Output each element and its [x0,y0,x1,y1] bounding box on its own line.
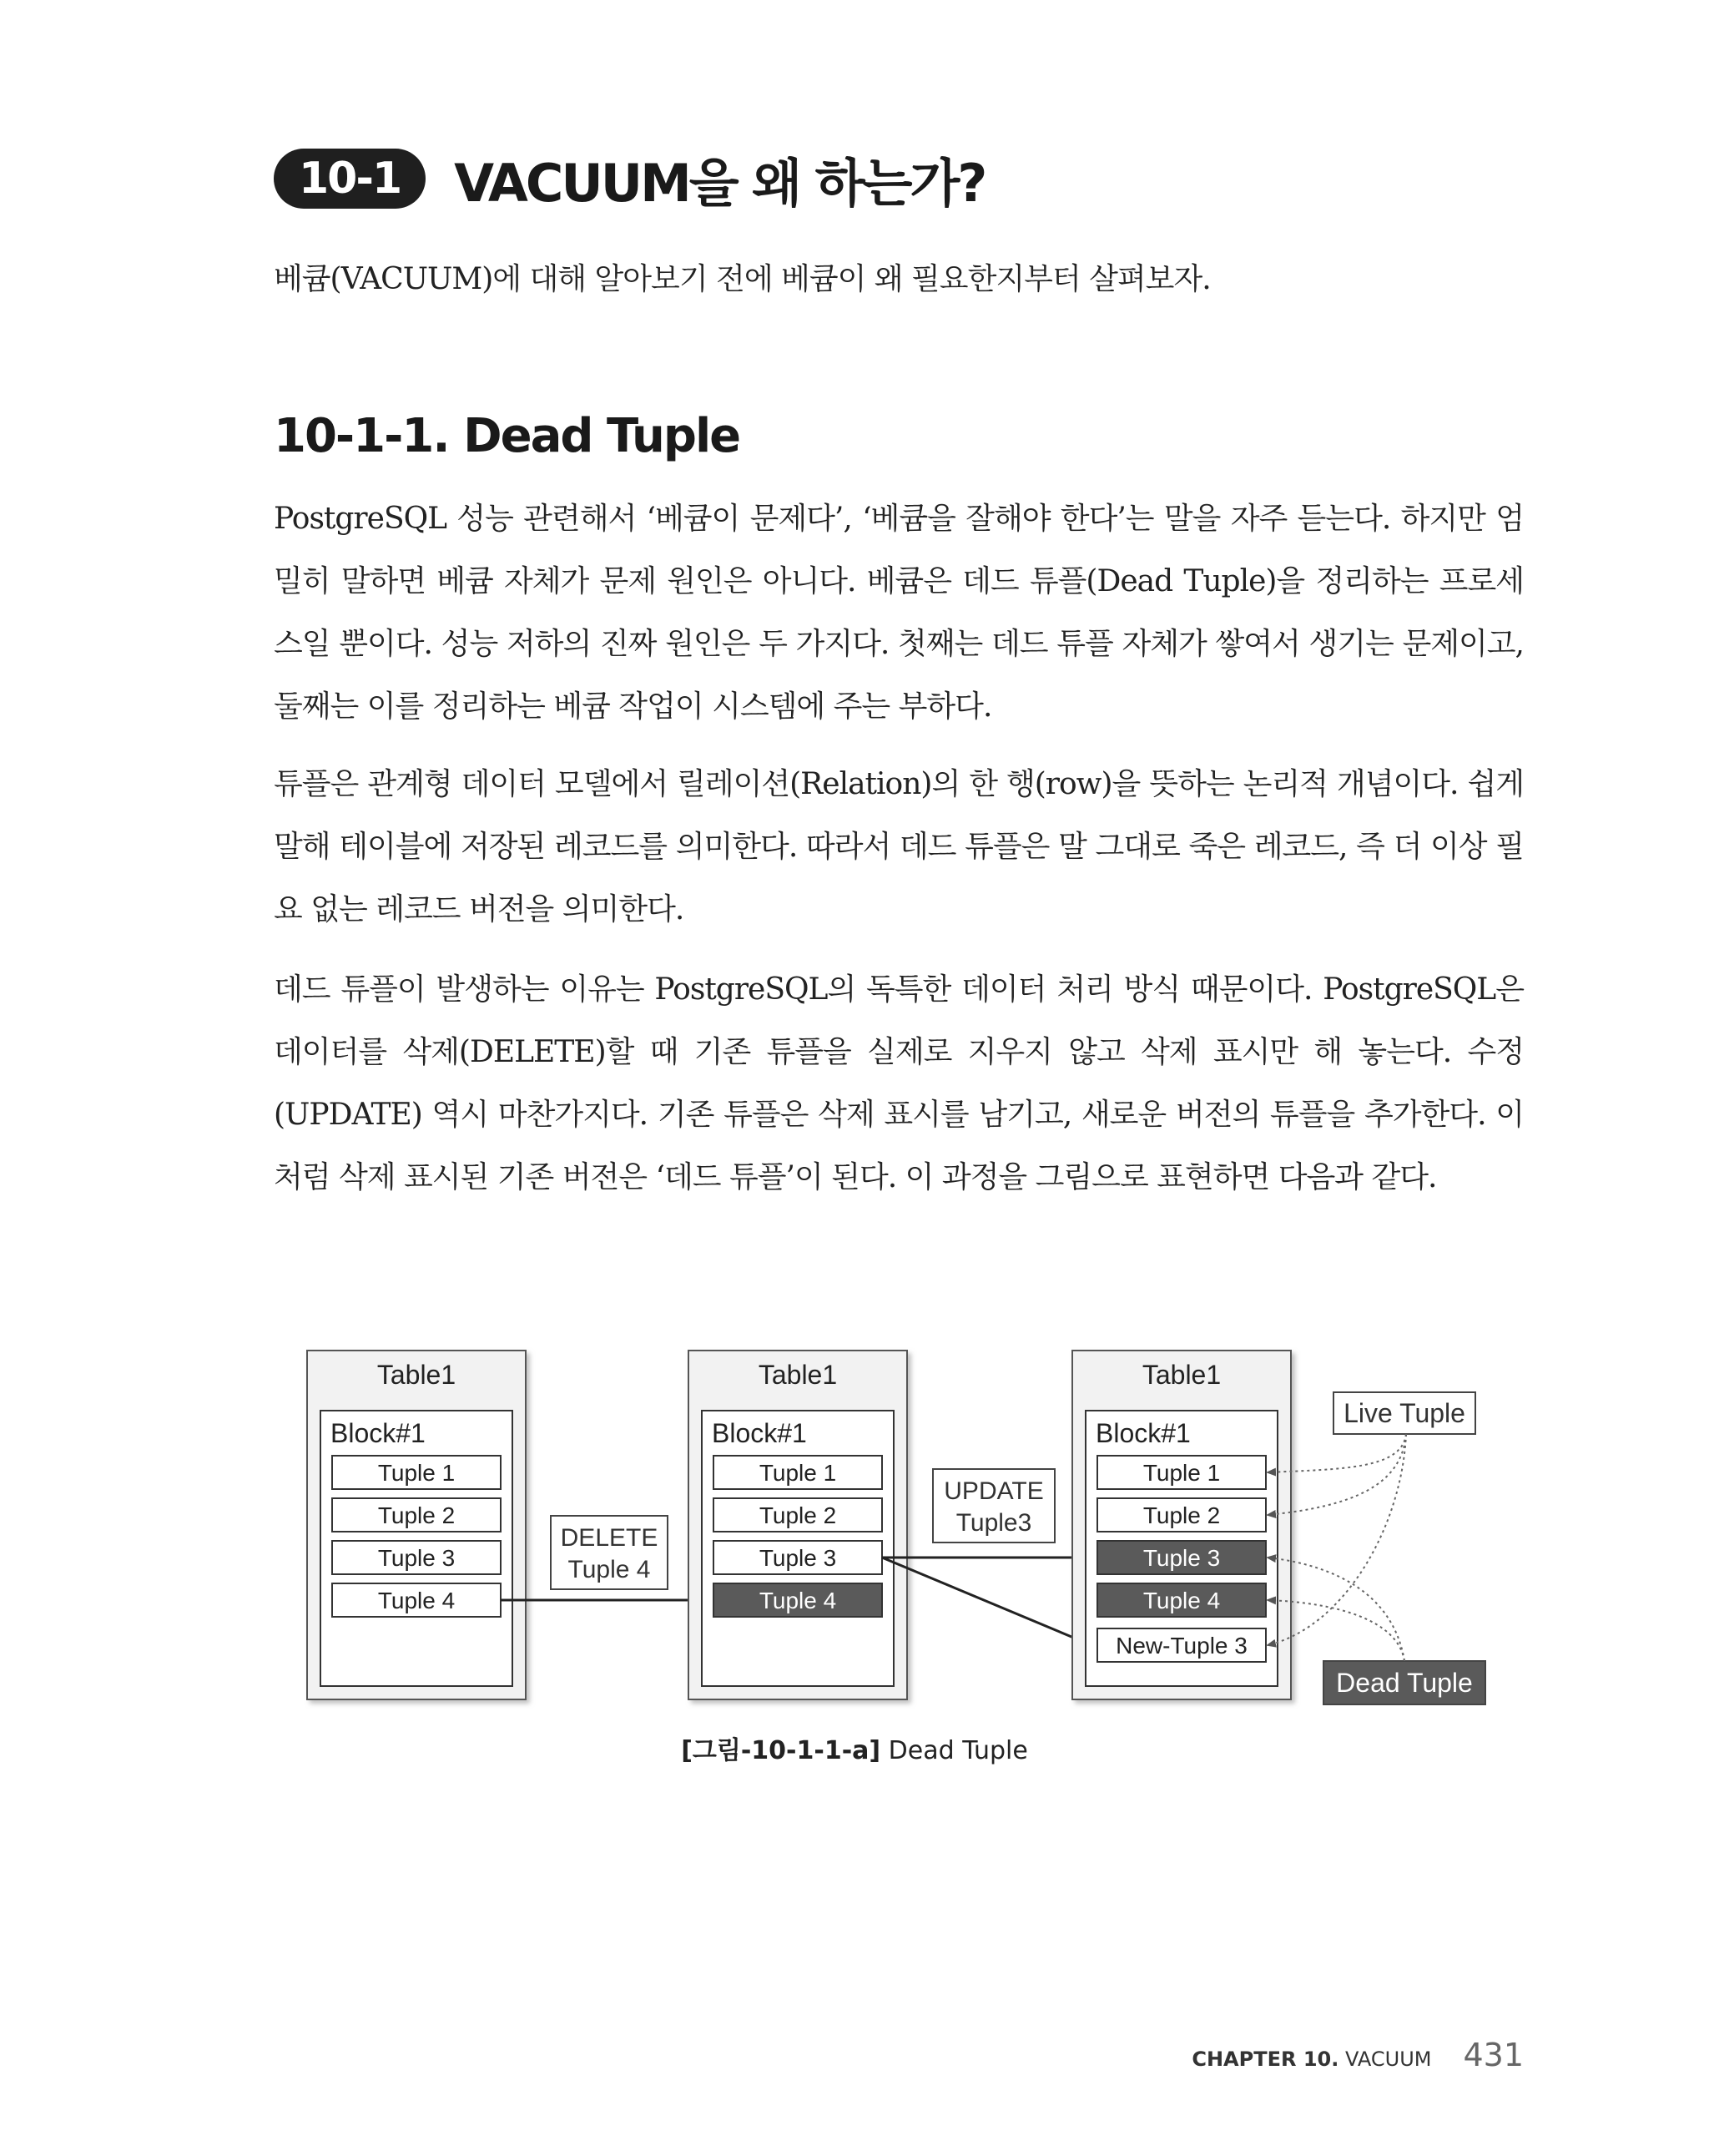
block-label: Block#1 [330,1418,426,1448]
page-number: 431 [1463,2037,1524,2073]
figure-caption-text: Dead Tuple [888,1736,1028,1765]
section-number-badge: 10-1 [274,149,426,209]
tuple-2: Tuple 2 [759,1502,837,1528]
chapter-name: VACUUM [1344,2047,1432,2071]
subsection-title: 10-1-1. Dead Tuple [274,409,740,463]
chapter-number: CHAPTER 10. [1192,2047,1339,2071]
block-label: Block#1 [712,1418,807,1448]
table-panel-after-update [1072,1351,1291,1699]
tuple-4: Tuple 4 [377,1588,456,1613]
delete-op-line1: DELETE [560,1524,658,1552]
update-op-line2: Tuple3 [955,1509,1032,1537]
body-paragraph: PostgreSQL 성능 관련해서 ‘베큠이 문제다’, ‘베큠을 잘해야 한다’는 말을 자주 듣는다. 하지만 엄밀히 말하면 베큠 자체가 문제 원인은 아니다. 베큠은 데드 튜플(Dead Tuple)을 정리하는 프로세스일 뿐이다. 성능 저하의 진짜 원인은 두 가지다. 첫째는 데드 튜플 자체가 쌓여서 생기는 문제이고, 둘째는 이를 정리하는 베큠 작업이 시스템에 주는 부하다. [274,502,1524,724]
update-arrow-to-new-tuple3 [882,1558,1091,1645]
table-title: Table1 [758,1360,838,1390]
tuple-3-dead: Tuple 3 [1142,1545,1221,1571]
body-paragraph: 데드 튜플이 발생하는 이유는 PostgreSQL의 독특한 데이터 처리 방식 때문이다. PostgreSQL은 데이터를 삭제(DELETE)할 때 기존 튜플을 실제로 지우지 않고 삭제 표시만 해 놓는다. 수정(UPDATE) 역시 마찬가지다. 기존 튜플은 삭제 표시를 남기고, 새로운 버전의 튜플을 추가한다. 이처럼 삭제 표시된 기존 버전은 ‘데드 튜플’이 된다. 이 과정을 그림으로 표현하면 다음과 같다. [274,972,1524,1194]
table-title: Table1 [376,1360,456,1390]
live-tuple-legend [1333,1392,1475,1434]
tuple-1: Tuple 1 [759,1460,837,1486]
section-heading [274,149,986,214]
figure-caption-number: [그림-10-1-1-a] [681,1736,881,1765]
table-panel-original [307,1351,526,1699]
body-paragraph: 튜플은 관계형 데이터 모델에서 릴레이션(Relation)의 한 행(row)을 뜻하는 논리적 개념이다. 쉽게 말해 테이블에 저장된 레코드를 의미한다. 따라서 데드 튜플은 말 그대로 죽은 레코드, 즉 더 이상 필요 없는 레코드 버전을 의미한다. [274,767,1524,927]
section-title: VACUUM을 왜 하는가? [454,152,986,214]
delete-operation-label [551,1516,668,1589]
tuple-3: Tuple 3 [377,1545,456,1571]
chapter-label [1192,2047,1431,2071]
page-footer [1192,2037,1524,2073]
tuple-2: Tuple 2 [1142,1502,1221,1528]
tuple-4-dead: Tuple 4 [759,1588,837,1613]
tuple-2: Tuple 2 [377,1502,456,1528]
tuple-1: Tuple 1 [1142,1460,1221,1486]
update-op-line1: UPDATE [944,1477,1044,1505]
tuple-4-dead: Tuple 4 [1142,1588,1221,1613]
dead-tuple-legend [1323,1661,1485,1704]
figure-caption [0,1729,1709,1766]
update-operation-label [933,1469,1055,1543]
intro-text: 베큠(VACUUM)에 대해 알아보기 전에 베큠이 왜 필요한지부터 살펴보자. [274,262,1211,296]
table-panel-after-delete [688,1351,907,1699]
dead-tuple-diagram [300,1344,1502,1728]
dead-tuple-label: Dead Tuple [1336,1668,1473,1698]
tuple-1: Tuple 1 [377,1460,456,1486]
live-tuple-label: Live Tuple [1344,1398,1465,1428]
table-title: Table1 [1142,1360,1222,1390]
block-label: Block#1 [1096,1418,1191,1448]
tuple-3: Tuple 3 [759,1545,837,1571]
delete-op-line2: Tuple 4 [567,1556,651,1583]
new-tuple-3: New-Tuple 3 [1116,1633,1248,1659]
